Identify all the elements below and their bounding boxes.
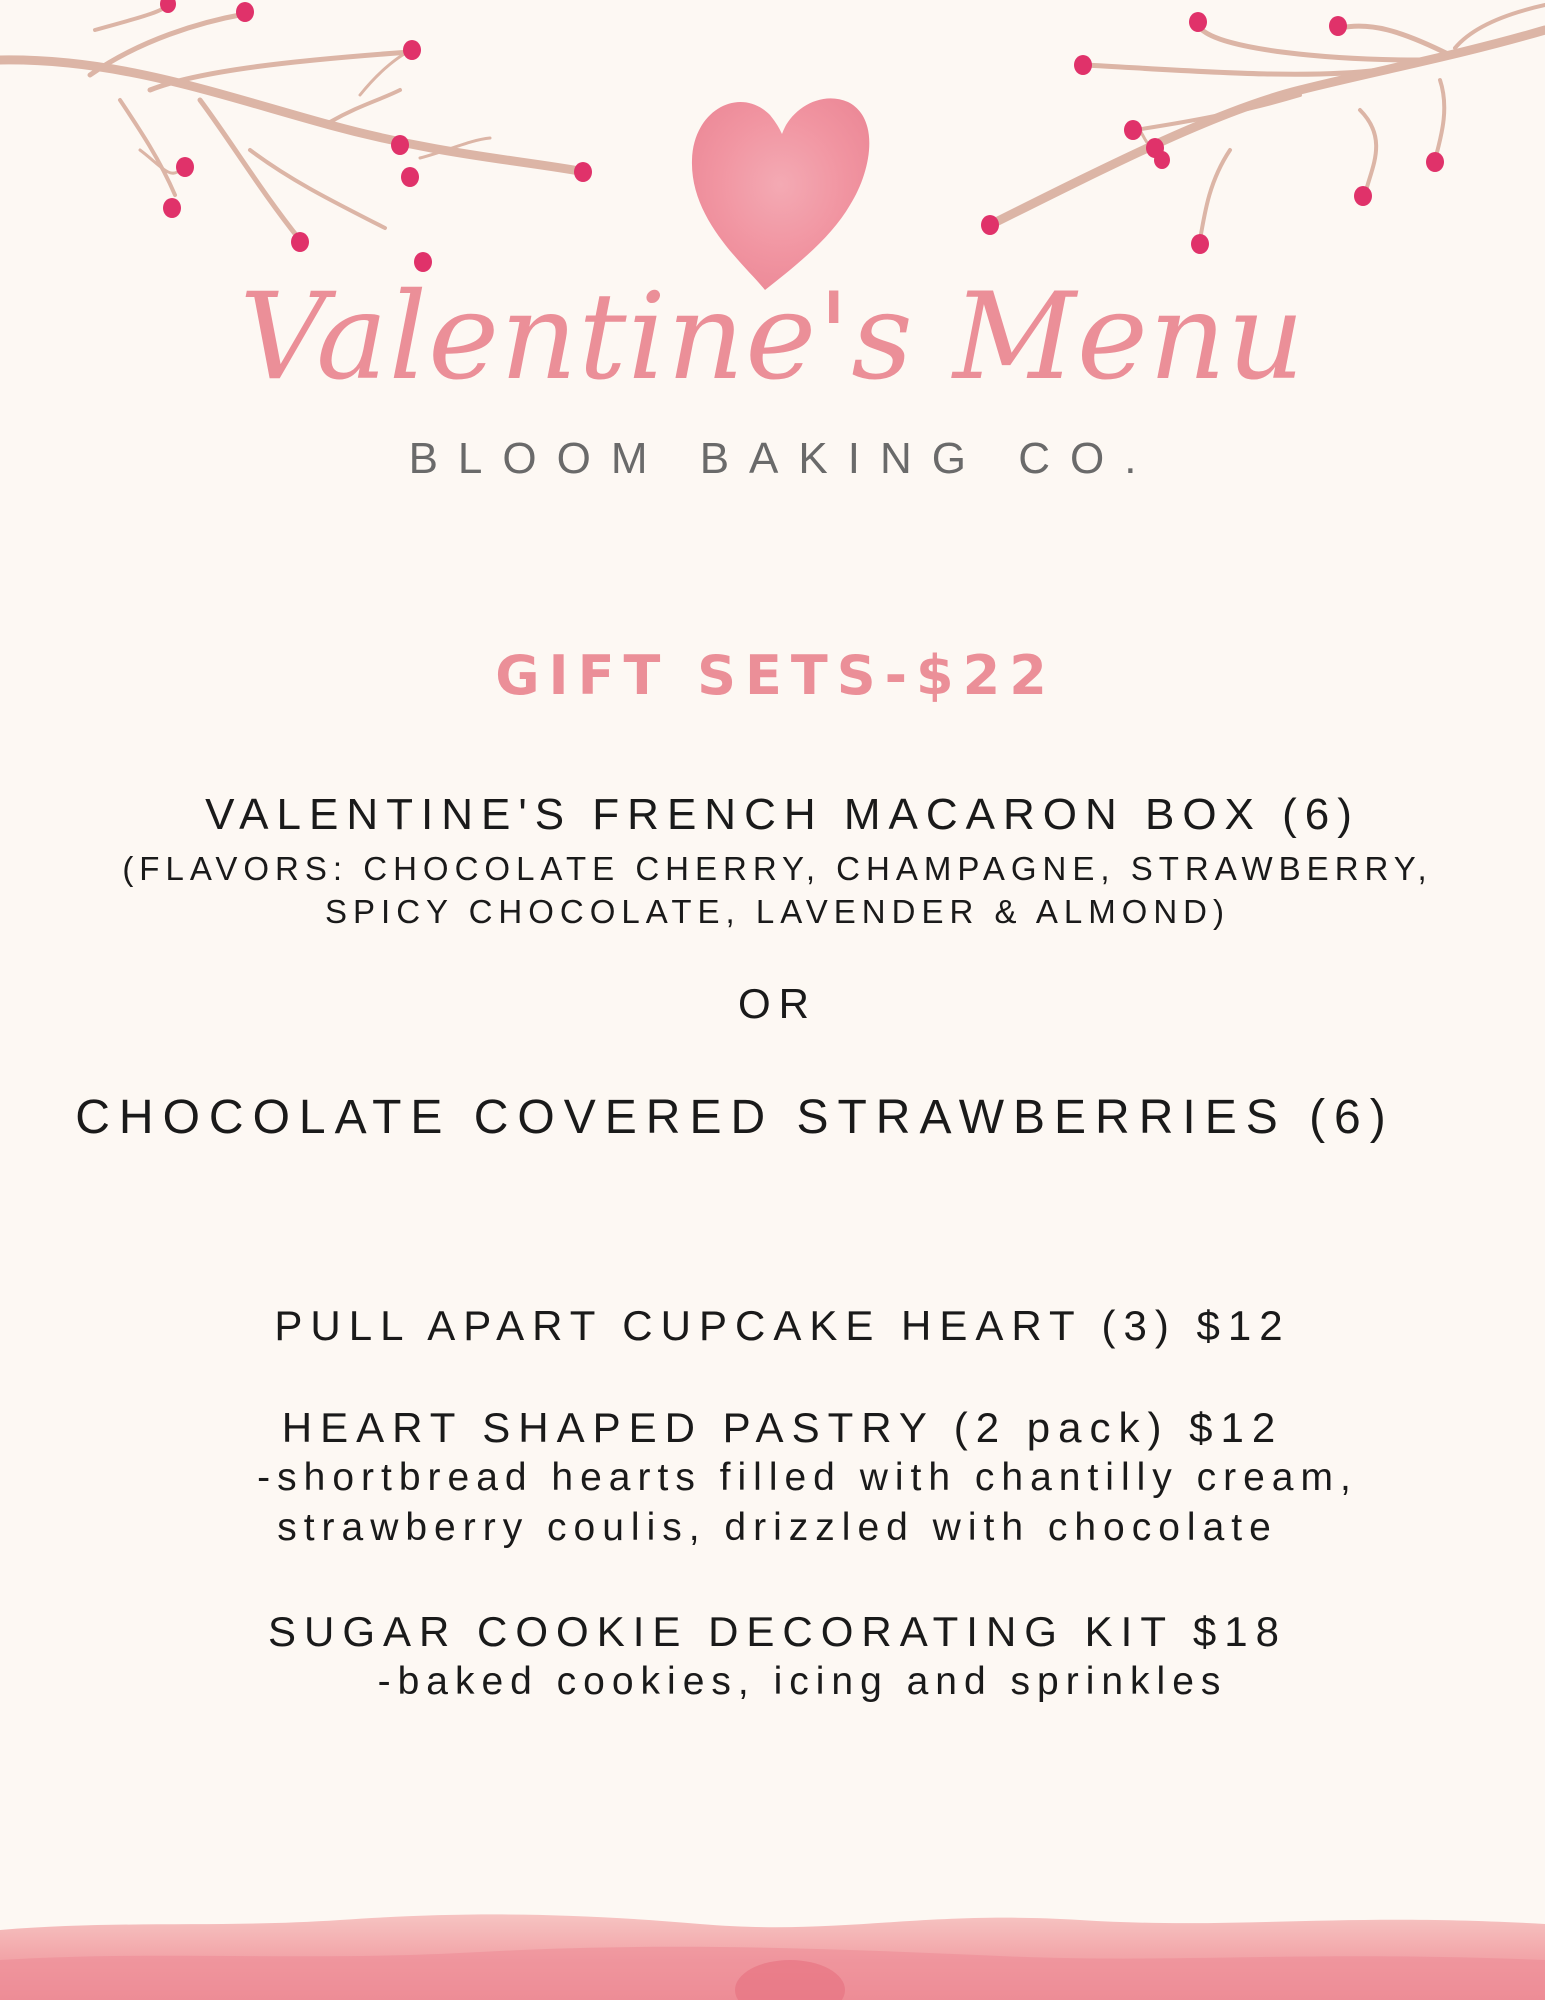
gift-set-separator: OR bbox=[738, 980, 817, 1027]
macaron-flavors-line1: (FLAVORS: CHOCOLATE CHERRY, CHAMPAGNE, STRAWBERRY, bbox=[122, 850, 1433, 887]
macaron-box-item: VALENTINE'S FRENCH MACARON BOX (6) bbox=[205, 790, 1360, 839]
macaron-flavors-line2: SPICY CHOCOLATE, LAVENDER & ALMOND) bbox=[325, 893, 1230, 930]
menu-title: Valentine's Menu bbox=[239, 268, 1306, 407]
bakery-name: BLOOM BAKING CO. bbox=[408, 434, 1157, 483]
cookie-kit-item: SUGAR COOKIE DECORATING KIT $18 bbox=[268, 1608, 1287, 1655]
cookie-kit-desc: -baked cookies, icing and sprinkles bbox=[377, 1660, 1228, 1703]
strawberries-item: CHOCOLATE COVERED STRAWBERRIES (6) bbox=[75, 1091, 1395, 1144]
watercolor-wash-icon bbox=[0, 1890, 1545, 2000]
cupcake-heart-item: PULL APART CUPCAKE HEART (3) $12 bbox=[274, 1302, 1291, 1349]
watercolor-heart-icon bbox=[0, 0, 1545, 300]
gift-sets-heading: GIFT SETS-$22 bbox=[495, 644, 1056, 707]
heart-pastry-item: HEART SHAPED PASTRY (2 pack) $12 bbox=[281, 1404, 1284, 1451]
heart-pastry-desc-line2: strawberry coulis, drizzled with chocolate bbox=[277, 1506, 1278, 1549]
heart-pastry-desc-line1: -shortbread hearts filled with chantilly cream, bbox=[257, 1456, 1358, 1499]
